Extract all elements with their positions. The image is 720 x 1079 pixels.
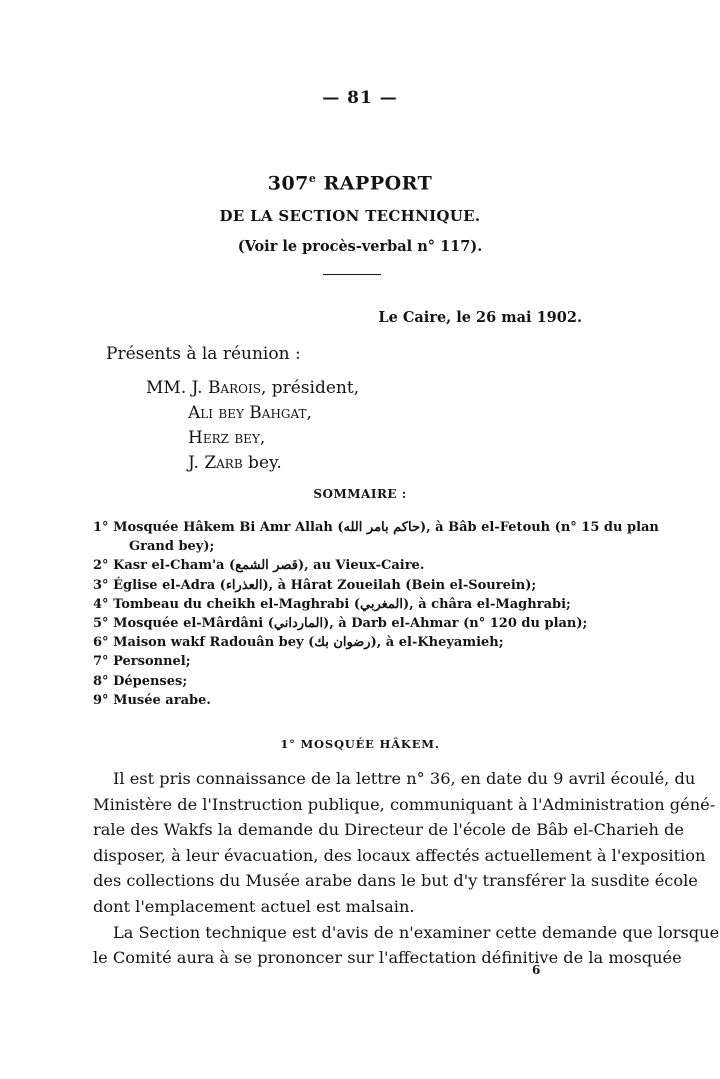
paragraph-line: le Comité aura à se prononcer sur l'affectation définitive de la mosquée bbox=[93, 948, 682, 968]
paragraph bbox=[93, 766, 716, 920]
presents-label: Présents à la réunion : bbox=[106, 344, 301, 364]
summary-item-arabic: رضوان بك bbox=[314, 635, 371, 651]
attendee-prefix: MM. bbox=[146, 378, 192, 398]
summary-item bbox=[93, 576, 633, 595]
paragraph-line: disposer, à leur évacuation, des locaux affectés actuellement à l'exposition bbox=[93, 845, 706, 865]
summary-item-number: 7° bbox=[93, 654, 109, 670]
section-body bbox=[93, 766, 720, 971]
attendee-role: bey. bbox=[242, 453, 282, 473]
attendee-name: Ali bey Bahgat bbox=[188, 403, 307, 423]
summary-item bbox=[93, 518, 659, 537]
report-reference: (Voir le procès-verbal n° 117). bbox=[237, 238, 483, 255]
summary-item bbox=[93, 691, 633, 710]
summary-item bbox=[93, 595, 633, 614]
summary-item-number: 8° bbox=[93, 673, 109, 689]
summary-item-continuation: Grand bey); bbox=[129, 539, 215, 555]
summary-item bbox=[93, 556, 633, 575]
attendee-role: , bbox=[306, 403, 312, 423]
summary-item-text-after: ), à châra el-Maghrabi; bbox=[403, 596, 571, 612]
summary-item-text: Église el-Adra ( bbox=[113, 577, 226, 593]
summary-item-number: 6° bbox=[93, 635, 109, 651]
summary-item-arabic: المغربي bbox=[360, 596, 404, 612]
paragraph-line: La Section technique est d'avis de n'examiner cette demande que lorsque bbox=[113, 922, 720, 942]
summary-item-text-after: ), à el-Kheyamieh; bbox=[370, 635, 504, 651]
attendee-row bbox=[146, 376, 359, 401]
summary-item-arabic: العذراء bbox=[225, 577, 263, 593]
summary-item-text: Tombeau du cheikh el-Maghrabi ( bbox=[113, 596, 361, 612]
summary-item-text-after: ), au Vieux-Caire. bbox=[297, 558, 425, 574]
dateline: Le Caire, le 26 mai 1902. bbox=[378, 309, 582, 326]
summary-list bbox=[93, 518, 659, 710]
signature-mark: 6 bbox=[532, 963, 541, 977]
attendee-name: Zarb bbox=[204, 453, 243, 473]
section-heading: 1° MOSQUÉE HÂKEM. bbox=[280, 737, 440, 751]
summary-item-text: Mosquée el-Mârdâni ( bbox=[113, 616, 274, 632]
attendee-list bbox=[146, 376, 359, 476]
attendee-row bbox=[146, 451, 359, 476]
attendee-name: Barois bbox=[207, 378, 261, 398]
summary-item-text: Maison wakf Radouân bey ( bbox=[113, 635, 315, 651]
attendee-role: , bbox=[259, 428, 266, 448]
title-divider bbox=[323, 274, 381, 275]
summary-item-text: Mosquée Hâkem Bi Amr Allah ( bbox=[113, 520, 344, 535]
summary-item-text: Musée arabe. bbox=[113, 692, 211, 708]
summary-item bbox=[93, 652, 633, 671]
summary-item-number: 5° bbox=[93, 616, 109, 632]
attendee-row bbox=[146, 401, 359, 426]
attendee-initial: J. bbox=[188, 453, 205, 473]
summary-item bbox=[93, 633, 633, 652]
report-number-suffix: e bbox=[308, 172, 317, 185]
attendee-initial: J. bbox=[191, 378, 208, 398]
attendee-name: Herz bey bbox=[188, 428, 260, 448]
attendee-role: , président, bbox=[260, 378, 360, 398]
summary-item-text: Kasr el-Cham'a ( bbox=[113, 558, 236, 574]
summary-item bbox=[93, 614, 633, 633]
summary-item-text-after: ), à Hârat Zoueilah (Bein el-Sourein); bbox=[262, 577, 537, 593]
paragraph-line: Il est pris connaissance de la lettre n° 36, en date du 9 avril écoulé, du bbox=[113, 769, 696, 788]
report-number: 307 bbox=[267, 172, 309, 195]
paragraph-line: des collections du Musée arabe dans le but d'y transférer la susdite école bbox=[93, 871, 698, 891]
report-title bbox=[0, 172, 700, 194]
paragraph-line: rale des Wakfs la demande du Directeur de l'école de Bâb el-Charieh de bbox=[93, 820, 684, 840]
paragraph-line: Ministère de l'Instruction publique, communiquant à l'Administration géné- bbox=[93, 794, 716, 814]
summary-item-number: 1° bbox=[93, 520, 109, 535]
summary-item bbox=[93, 672, 633, 691]
paragraph-line: dont l'emplacement actuel est malsain. bbox=[93, 896, 415, 916]
report-word: RAPPORT bbox=[323, 172, 433, 195]
summary-item-number: 3° bbox=[93, 577, 109, 593]
summary-heading: SOMMAIRE : bbox=[313, 487, 407, 501]
summary-item-arabic: المارداني bbox=[273, 616, 324, 632]
summary-item-number: 9° bbox=[93, 692, 109, 708]
summary-item-number: 4° bbox=[93, 596, 109, 612]
attendee-row bbox=[146, 426, 359, 451]
summary-item-arabic: قصر الشمع bbox=[235, 558, 298, 574]
summary-item-text: Personnel; bbox=[113, 654, 191, 670]
summary-item-text-after: ), à Bâb el-Fetouh (n° 15 du plan bbox=[419, 520, 659, 535]
summary-item-arabic: حاكم بامر الله bbox=[343, 520, 420, 535]
summary-item-number: 2° bbox=[93, 558, 109, 574]
summary-item-text: Dépenses; bbox=[113, 673, 188, 689]
summary-item-text-after: ), à Darb el-Ahmar (n° 120 du plan); bbox=[323, 616, 588, 632]
page-number: — 81 — bbox=[322, 88, 398, 108]
report-subtitle: DE LA SECTION TECHNIQUE. bbox=[219, 207, 481, 225]
